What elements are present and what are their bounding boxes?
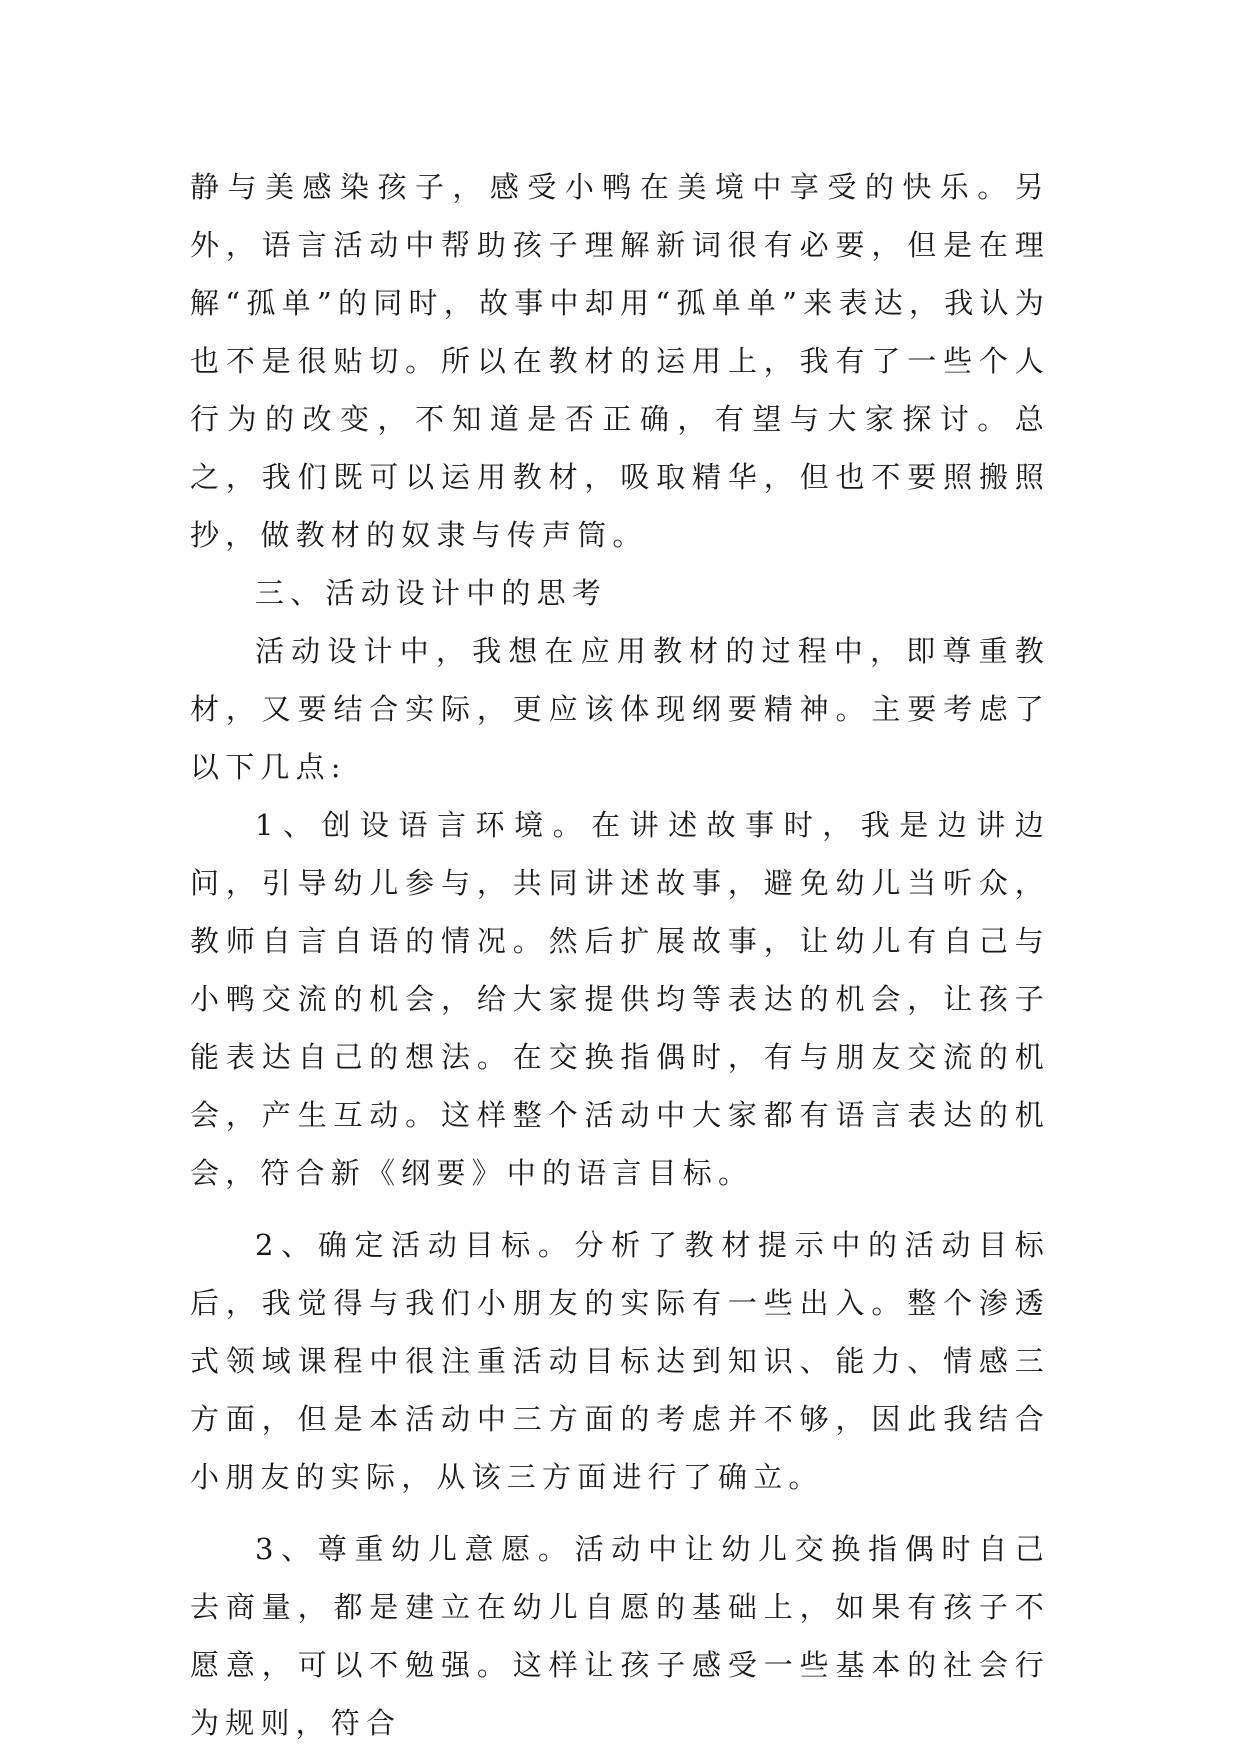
document-body [190, 158, 1050, 1752]
list-item-respect-wishes: 3、尊重幼儿意愿。活动中让幼儿交换指偶时自己去商量，都是建立在幼儿自愿的基础上，如果有孩子不愿意，可以不勉强。这样让孩子感受一些基本的社会行为规则，符合 [190, 1532, 1050, 1740]
list-item-activity-goals: 2、确定活动目标。分析了教材提示中的活动目标后，我觉得与我们小朋友的实际有一些出入。整个渗透式领域课程中很注重活动目标达到知识、能力、情感三方面，但是本活动中三方面的考虑并不够，因此我结合小朋友的实际，从该三方面进行了确立。 [190, 1228, 1050, 1494]
section-heading: 三、活动设计中的思考 [255, 576, 608, 610]
paragraph-design-intro: 活动设计中，我想在应用教材的过程中，即尊重教材，又要结合实际，更应该体现纲要精神。主要考虑了以下几点: [190, 634, 1050, 784]
list-item-language-environment: 1、创设语言环境。在讲述故事时，我是边讲边问，引导幼儿参与，共同讲述故事，避免幼儿当听众，教师自言自语的情况。然后扩展故事，让幼儿有自己与小鸭交流的机会，给大家提供均等表达的机会，让孩子能表达自己的想法。在交换指偶时，有与朋友交流的机会，产生互动。这样整个活动中大家都有语言表达的机会，符合新《纲要》中的语言目标。 [190, 808, 1050, 1190]
paragraph-continuation: 静与美感染孩子，感受小鸭在美境中享受的快乐。另外，语言活动中帮助孩子理解新词很有必要，但是在理解“孤单”的同时，故事中却用“孤单单”来表达，我认为也不是很贴切。所以在教材的运用上，我有了一些个人行为的改变，不知道是否正确，有望与大家探讨。总之，我们既可以运用教材，吸取精华，但也不要照搬照抄，做教材的奴隶与传声筒。 [190, 170, 1050, 552]
